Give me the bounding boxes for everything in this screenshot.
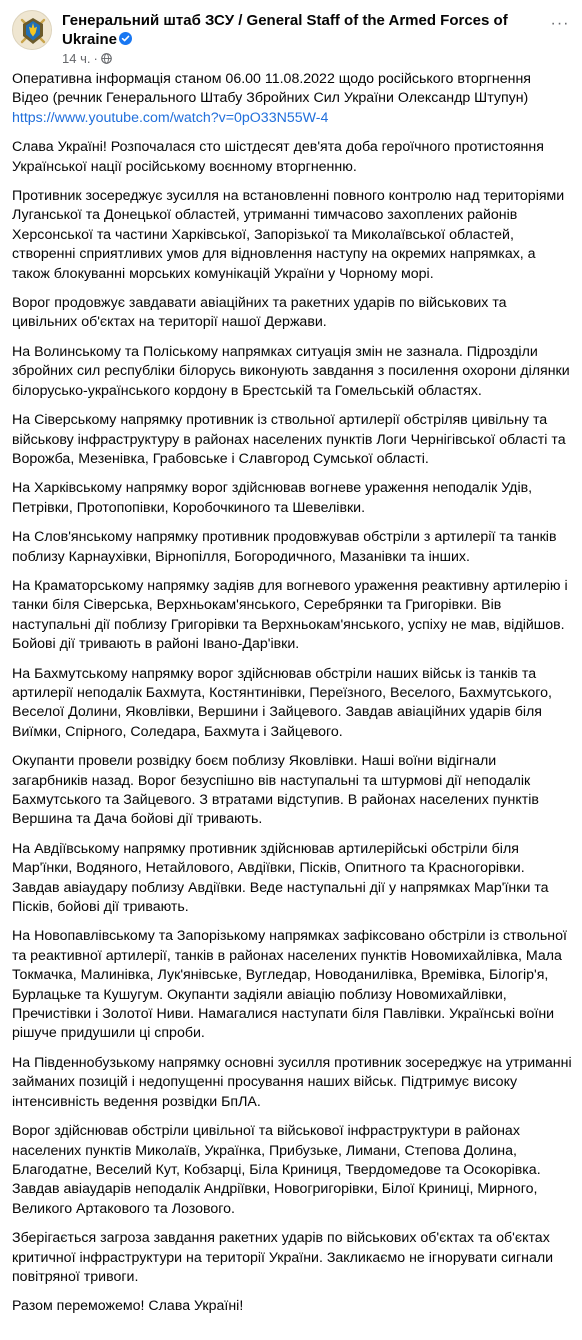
post-author[interactable] — [62, 11, 562, 49]
paragraph-intro — [12, 70, 572, 128]
meta-separator: · — [93, 51, 98, 66]
paragraph: На Слов'янському напрямку противник продовжував обстріли з артилерії та танків поблизу Карнаухівки, Вірнопілля, Богородичного, Мазанівки та інших. — [12, 529, 557, 565]
post-body — [12, 70, 572, 1327]
post-meta — [62, 51, 112, 67]
paragraph: Ворог здійснював обстріли цивільної та військової інфраструктури в районах населених пунктів Миколаїв, Українка, Прибузьке, Лимани, Степова Долина, Благодатне, Веселий Кут, Кобзарці, Біла Криниця, Твердомедове та Осокорівка. Завдав авіаударів неподалік Андріївки, Новогригорівки, Білої Криниці, Мирного, Великого Артакового та Лозового. — [12, 1123, 541, 1217]
general-staff-emblem-icon — [13, 11, 52, 50]
globe-icon[interactable] — [101, 52, 112, 63]
paragraph: Противник зосереджує зусилля на встановленні повного контролю над територіями Луганської та Донецької областей, утриманні тимчасово захоплених районів Херсонської та частини Харківської, Запорізької та Миколаївської областей, створенні сприятливих умов для відновлення наступу на окремих напрямках, а також блокуванні морських комунікацій України у Чорному морі. — [12, 188, 565, 282]
paragraph: На Південнобузькому напрямку основні зусилля противник зосереджує на утриманні займаних позицій і недопущенні просування наших військ. Підтримує високу інтенсивність ведення розвідки БпЛА. — [12, 1054, 572, 1110]
paragraph: Ворог продовжує завдавати авіаційних та ракетних ударів по військових та цивільних об'єктах на території нашої Держави. — [12, 295, 507, 331]
verified-badge-icon — [119, 31, 132, 44]
video-caption: Відео (речник Генерального Штабу Збройних Сил України Олександр Штупун) — [12, 90, 529, 107]
paragraph: На Авдіївському напрямку противник здійснював артилерійські обстріли біля Мар'їнки, Водяного, Нетайлового, Авдіївки, Пісків, Опитного та Красногорівки. Завдав авіаудару поблизу Авдіївки. Веде наступальні дії у напрямках Мар'їнки та Пісків, бойові дії тривають. — [12, 840, 549, 916]
avatar[interactable] — [12, 10, 52, 50]
paragraph: Разом переможемо! Слава Україні! — [12, 1298, 244, 1315]
paragraph: На Сіверському напрямку противник із ствольної артилерії обстріляв цивільну та військову інфраструктуру в районах населених пунктів Логи Чернігівської області та Ворожба, Мезенівка, Грабовське і Славгород Сумської області. — [12, 412, 566, 467]
paragraph: Слава Україні! Розпочалася сто шістдесят дев'ята доба героїчного протистояння Української нації російському воєнному вторгненню. — [12, 139, 544, 175]
paragraph: Зберігається загроза завдання ракетних ударів по військових об'єктах та об'єктах критичної інфраструктури на території України. Закликаємо не ігнорувати сигнали повітряної тривоги. — [12, 1230, 554, 1285]
more-options-button[interactable]: ··· — [550, 15, 570, 32]
paragraph: Окупанти провели розвідку боєм поблизу Яковлівки. Наші воїни відігнали загарбників назад. Ворог безуспішно вів наступальні та штурмові дії неподалік Бахмутського та Зайцевого. З втратами відступив. В районах населених пунктів Вершина та Дача бойові дії тривають. — [12, 753, 539, 828]
paragraph: На Харківському напрямку ворог здійснював вогневе ураження неподалік Удів, Петрівки, Протопопівки, Коробочкиного та Шевелівки. — [12, 480, 533, 516]
paragraph-title: Оперативна інформація станом 06.00 11.08.2022 щодо російського вторгнення — [12, 71, 531, 87]
author-name[interactable]: Генеральний штаб ЗСУ / General Staff of the Armed Forces of Ukraine — [62, 12, 508, 48]
paragraph: На Бахмутському напрямку ворог здійснював обстріли наших військ із танків та артилерії неподалік Бахмута, Костянтинівки, Перeїзного, Веселого, Бахмутського, Веселої Долини, Яковлівки, Вершини і Зайцевого. Завдав авіаційних ударів біля Виїмки, Спірного, Соледара, Бахмута і Зайцевого. — [12, 665, 552, 740]
paragraph: На Новопавлівському та Запорізькому напрямках зафіксовано обстріли із ствольної та реактивної артилерії, танків в районах населених пунктів Новомихайлівка, Мала Токмачка, Малинівка, Лук'янівське, Вугледар, Новоданилівка, Времівка, Білогір'я, Бурлацьке та Кушугум. Окупанти задіяли авіацію поблизу Новомихайлівки, Пречистівки і Золотої Ниви. Намагалися наступати біля Павлівки. Українські воїни рішуче придушили ці спроби. — [12, 928, 567, 1042]
paragraph: На Волинському та Поліському напрямках ситуація змін не зазнала. Підрозділи збройних сил республіки білорусь виконують завдання з посилення охорони ділянки білорусько-українського кордону в Брестській та Гомельській областях. — [12, 343, 570, 399]
post-timestamp[interactable]: 14 ч. — [62, 51, 91, 66]
youtube-link[interactable]: https://www.youtube.com/watch?v=0pO33N55W-4 — [12, 109, 329, 126]
paragraph: На Краматорському напрямку задіяв для вогневого ураження реактивну артилерію і танки біля Сіверська, Верхньокам'янського, Серебрянки та Григорівки. Вів наступальні дії поблизу Григорівки та Верхньокам'янського, успіху не мав, відійшов. Бойові дії тривають в районі Івано-Дар'івки. — [12, 577, 568, 653]
post-header — [12, 10, 572, 66]
